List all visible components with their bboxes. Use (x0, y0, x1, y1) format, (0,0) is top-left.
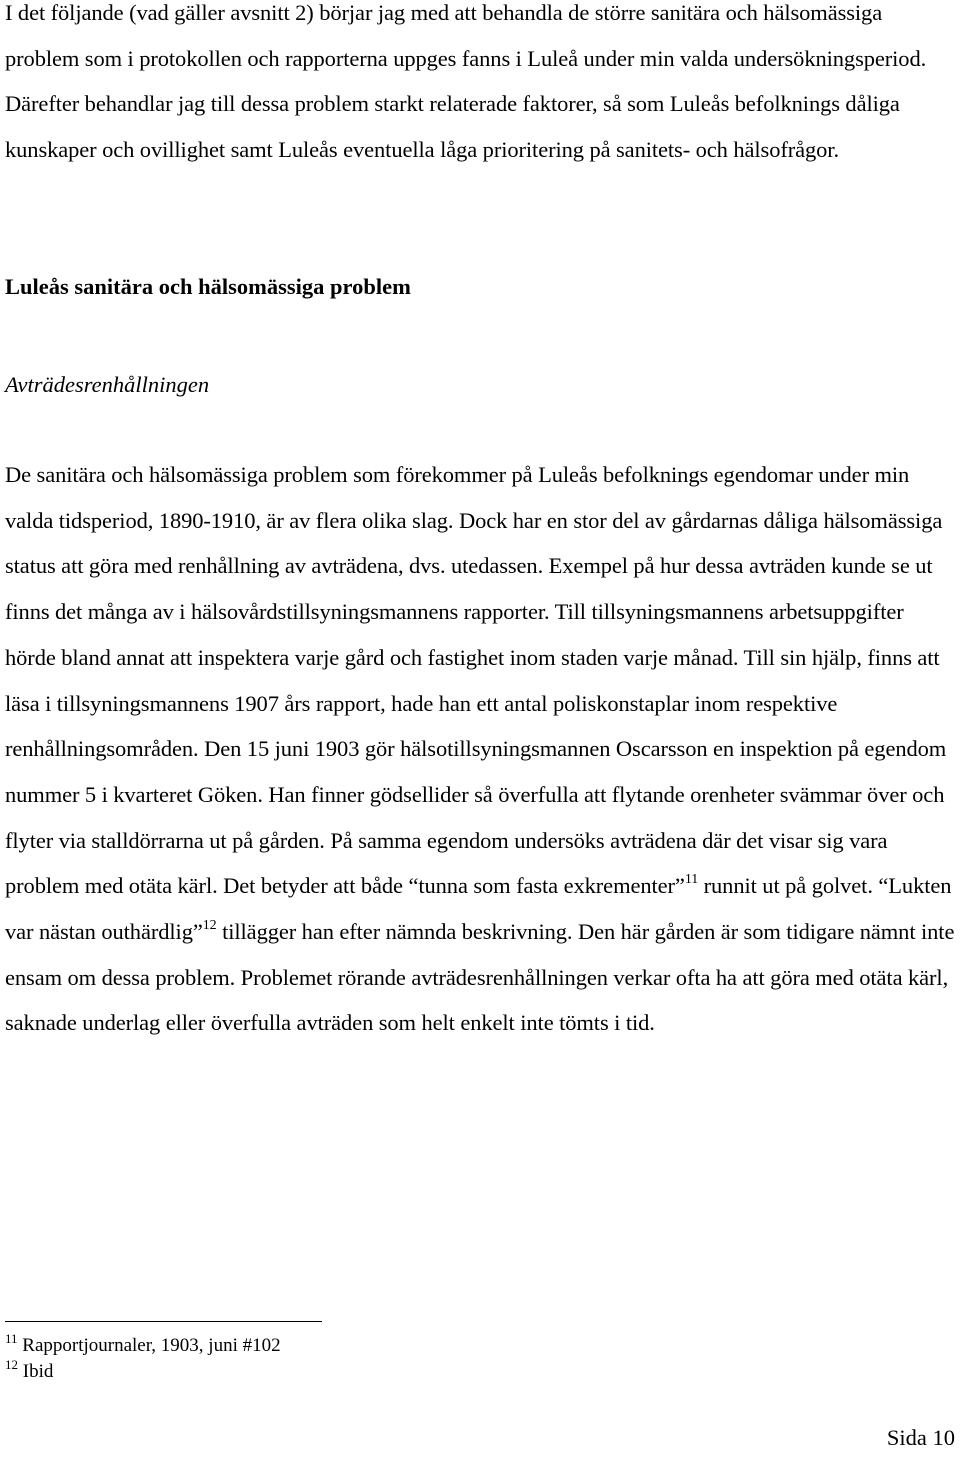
document-page (5, 0, 955, 1461)
footnote-item (5, 1356, 281, 1385)
quote-exkrementer: “tunna som fasta exkrementer” (408, 873, 685, 899)
quote-lukten: “Lukten var nästan outhärdlig” (5, 873, 952, 945)
section-heading: Luleås sanitära och hälsomässiga problem (5, 274, 411, 299)
footnote-ref-12[interactable]: 12 (202, 917, 217, 933)
footnote-item (5, 1330, 281, 1359)
footnote-text: Rapportjournaler, 1903, juni #102 (17, 1335, 281, 1356)
footnote-ref-11[interactable]: 11 (684, 871, 699, 887)
footnote-number: 11 (5, 1330, 18, 1346)
body-text-part-1: De sanitära och hälsomässiga problem som förekommer på Luleås befolknings egendomar under min valda tidsperiod, 1890-1910, är av flera olika slag. Dock har en stor del av gårdarnas dåliga hälsomässiga status att göra med renhållning av avträdena, dvs. utedassen. Exempel på hur dessa avträden kunde se ut finns det många av i hälsovårdstillsyningsmannens rapporter. Till tillsyningsmannens arbetsuppgifter hörde bland annat att inspektera varje gård och fastighet inom staden varje månad. Till sin hjälp, finns att läsa i tillsyningsmannens 1907 års rapport, hade han ett antal poliskonstaplar inom respektive renhållningsområden. Den 15 juni 1903 gör hälsotillsyningsmannen Oscarsson en inspektion på egendom nummer 5 i kvarteret Göken. Han finner gödsellider så överfulla att flytande orenheter svämmar över och flyter via stalldörrarna ut på gården. På samma egendom undersöks avträdena där det visar sig vara problem med otäta kärl. Det betyder att både (5, 462, 947, 899)
footnote-separator (5, 1321, 322, 1322)
page-number: Sida 10 (886, 1425, 955, 1450)
body-text-part-2: runnit ut på golvet. (698, 873, 879, 899)
body-paragraph (5, 452, 955, 1046)
footnote-number: 12 (5, 1356, 18, 1372)
footnote-text: Ibid (18, 1361, 54, 1382)
section-subheading: Avträdesrenhållningen (5, 372, 210, 397)
intro-paragraph: I det följande (vad gäller avsnitt 2) börjar jag med att behandla de större sanitära och hälsomässiga problem som i protokollen och rapporterna uppges fanns i Luleå under min valda undersökningsperiod. Därefter behandlar jag till dessa problem starkt relaterade faktorer, så som Luleås befolknings dåliga kunskaper och ovillighet samt Luleås eventuella låga prioritering på sanitets- och hälsofrågor. (5, 0, 927, 163)
footnote-list (5, 1330, 281, 1385)
body-text-part-3: tillägger han efter nämnda beskrivning. Den här gården är som tidigare nämnt inte ensam om dessa problem. Problemet rörande avträdesrenhållningen verkar ofta ha att göra med otäta kärl, saknade underlag eller överfulla avträden som helt enkelt inte tömts i tid. (5, 919, 955, 1036)
